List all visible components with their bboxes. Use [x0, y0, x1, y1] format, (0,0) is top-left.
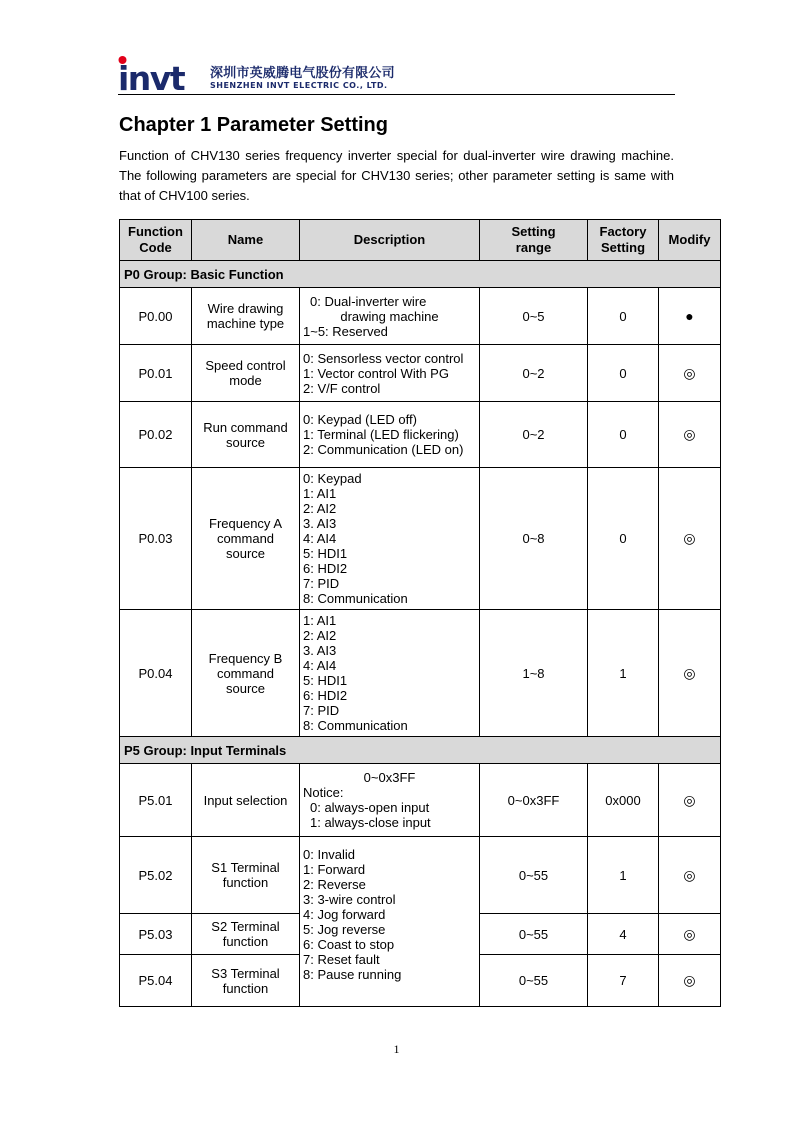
header-setting-range: Setting range	[480, 220, 588, 261]
company-name-en: SHENZHEN INVT ELECTRIC CO., LTD.	[210, 81, 388, 90]
group-row-p0	[120, 261, 721, 288]
header-function-code: Function Code	[120, 220, 192, 261]
cell-range: 1~8	[480, 610, 588, 737]
cell-description: 0: Keypad 1: AI1 2: AI2 3. AI3 4: AI4 5: HDI1 6: HDI2 7: PID 8: Communication	[300, 468, 480, 610]
header-description: Description	[300, 220, 480, 261]
cell-range: 0~2	[480, 402, 588, 468]
cell-modify: ◎	[659, 914, 721, 955]
cell-factory: 1	[588, 837, 659, 914]
cell-modify: ◎	[659, 955, 721, 1007]
cell-factory: 0	[588, 345, 659, 402]
cell-code: P0.00	[120, 288, 192, 345]
cell-modify: ◎	[659, 610, 721, 737]
cell-range: 0~8	[480, 468, 588, 610]
cell-name: S2 Terminal function	[192, 914, 300, 955]
header-modify: Modify	[659, 220, 721, 261]
cell-name: S1 Terminal function	[192, 837, 300, 914]
table-row	[120, 345, 721, 402]
cell-name: Run command source	[192, 402, 300, 468]
cell-range: 0~5	[480, 288, 588, 345]
logo-text: invt	[118, 59, 185, 94]
table-header-row	[120, 220, 721, 261]
company-name	[210, 67, 395, 91]
table-row	[120, 764, 721, 837]
group-row-p5	[120, 737, 721, 764]
cell-name: Frequency A command source	[192, 468, 300, 610]
cell-code: P0.02	[120, 402, 192, 468]
cell-code: P5.01	[120, 764, 192, 837]
page-title: Chapter 1 Parameter Setting	[119, 114, 388, 136]
cell-range: 0~55	[480, 914, 588, 955]
cell-description: 0~0x3FF Notice: 0: always-open input 1: always-close input	[300, 764, 480, 837]
table-row	[120, 837, 721, 914]
cell-name: S3 Terminal function	[192, 955, 300, 1007]
cell-name: Frequency B command source	[192, 610, 300, 737]
cell-modify: ◎	[659, 764, 721, 837]
cell-factory: 0	[588, 468, 659, 610]
header-divider	[118, 94, 675, 95]
cell-code: P5.02	[120, 837, 192, 914]
table-row	[120, 610, 721, 737]
cell-modify: ●	[659, 288, 721, 345]
company-name-cn: 深圳市英威腾电气股份有限公司	[210, 66, 395, 81]
cell-factory: 7	[588, 955, 659, 1007]
cell-name: Speed control mode	[192, 345, 300, 402]
parameter-table	[119, 219, 721, 1007]
cell-description: 0: Dual-inverter wire drawing machine 1~5: Reserved	[300, 288, 480, 345]
cell-code: P5.03	[120, 914, 192, 955]
intro-paragraph: Function of CHV130 series frequency inverter special for dual-inverter wire drawing machine. The following parameters are special for CHV130 series; other parameter setting is same with that of CHV100 series.	[119, 148, 674, 203]
cell-factory: 0	[588, 288, 659, 345]
cell-range: 0~55	[480, 955, 588, 1007]
cell-modify: ◎	[659, 345, 721, 402]
cell-modify: ◎	[659, 837, 721, 914]
cell-factory: 0	[588, 402, 659, 468]
cell-factory: 0x000	[588, 764, 659, 837]
table-row	[120, 288, 721, 345]
invt-logo	[118, 54, 206, 94]
cell-range: 0~55	[480, 837, 588, 914]
group-label: P5 Group: Input Terminals	[120, 737, 721, 764]
cell-name: Wire drawing machine type	[192, 288, 300, 345]
header-name: Name	[192, 220, 300, 261]
cell-modify: ◎	[659, 468, 721, 610]
table-row	[120, 468, 721, 610]
cell-range: 0~2	[480, 345, 588, 402]
cell-code: P0.01	[120, 345, 192, 402]
cell-description: 0: Sensorless vector control 1: Vector control With PG 2: V/F control	[300, 345, 480, 402]
cell-modify: ◎	[659, 402, 721, 468]
cell-factory: 4	[588, 914, 659, 955]
cell-description: 1: AI1 2: AI2 3. AI3 4: AI4 5: HDI1 6: HDI2 7: PID 8: Communication	[300, 610, 480, 737]
cell-description: 0: Keypad (LED off) 1: Terminal (LED flickering) 2: Communication (LED on)	[300, 402, 480, 468]
cell-range: 0~0x3FF	[480, 764, 588, 837]
cell-code: P0.04	[120, 610, 192, 737]
cell-code: P0.03	[120, 468, 192, 610]
header-factory-setting: Factory Setting	[588, 220, 659, 261]
cell-name: Input selection	[192, 764, 300, 837]
cell-factory: 1	[588, 610, 659, 737]
page-number: 1	[393, 1042, 400, 1056]
table-row	[120, 402, 721, 468]
group-label: P0 Group: Basic Function	[120, 261, 721, 288]
cell-code: P5.04	[120, 955, 192, 1007]
cell-description-terminal-functions: 0: Invalid 1: Forward 2: Reverse 3: 3-wire control 4: Jog forward 5: Jog reverse 6: Coast to stop 7: Reset fault 8: Pause running	[300, 837, 480, 1007]
